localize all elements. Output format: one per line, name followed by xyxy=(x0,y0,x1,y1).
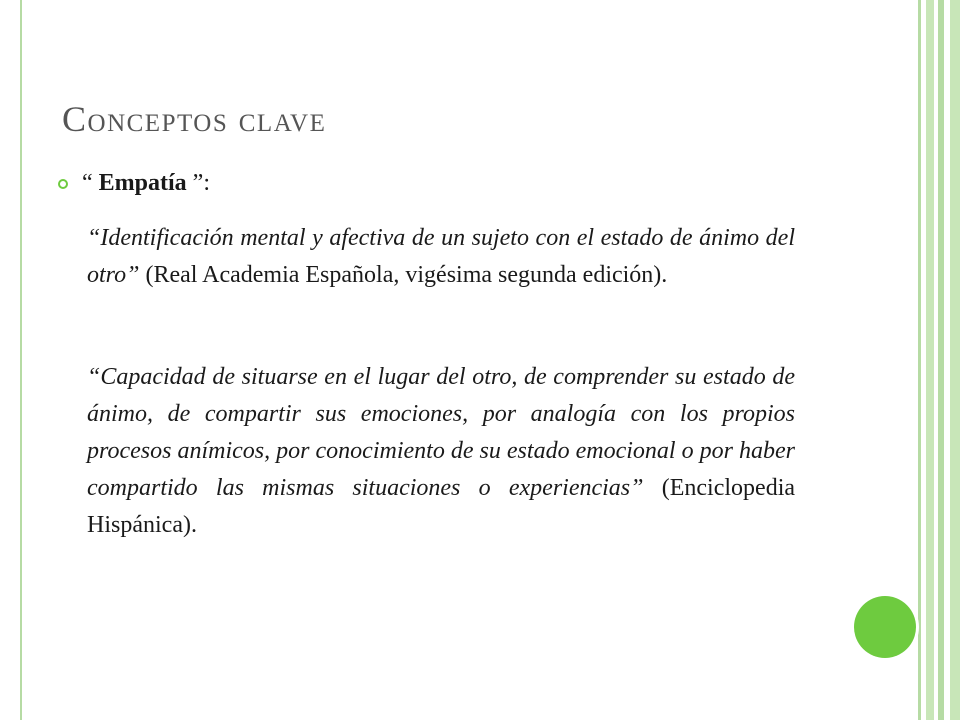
definition-paragraph-2 xyxy=(87,359,795,544)
circle-outline-icon xyxy=(58,179,68,189)
bullet-item xyxy=(58,170,210,197)
term: Empatía xyxy=(98,170,187,196)
definition-quote: “Identificación mental y afectiva de un sujeto con el estado de ánimo del otro” xyxy=(87,225,795,288)
term-label xyxy=(82,170,210,197)
close-quote: ”: xyxy=(192,170,210,196)
slide-title: Conceptos clave xyxy=(62,99,327,139)
right-stripe xyxy=(918,0,921,720)
left-frame-line xyxy=(20,0,22,720)
definition-quote: “Capacidad de situarse en el lugar del otro, de comprender su estado de ánimo, de compartir sus emociones, por analogía con los propios procesos anímicos, por conocimiento de su estado emocional o por haber compartido las mismas situaciones o experiencias” xyxy=(87,364,795,501)
definition-paragraph-1 xyxy=(87,220,795,294)
right-stripe xyxy=(950,0,960,720)
green-circle-decoration xyxy=(854,596,916,658)
open-quote: “ xyxy=(82,170,93,196)
right-stripe xyxy=(938,0,944,720)
definition-source: (Real Academia Española, vigésima segunda edición). xyxy=(145,262,668,288)
definition-source: (Enciclopedia Hispánica). xyxy=(87,475,796,538)
right-stripe xyxy=(926,0,934,720)
